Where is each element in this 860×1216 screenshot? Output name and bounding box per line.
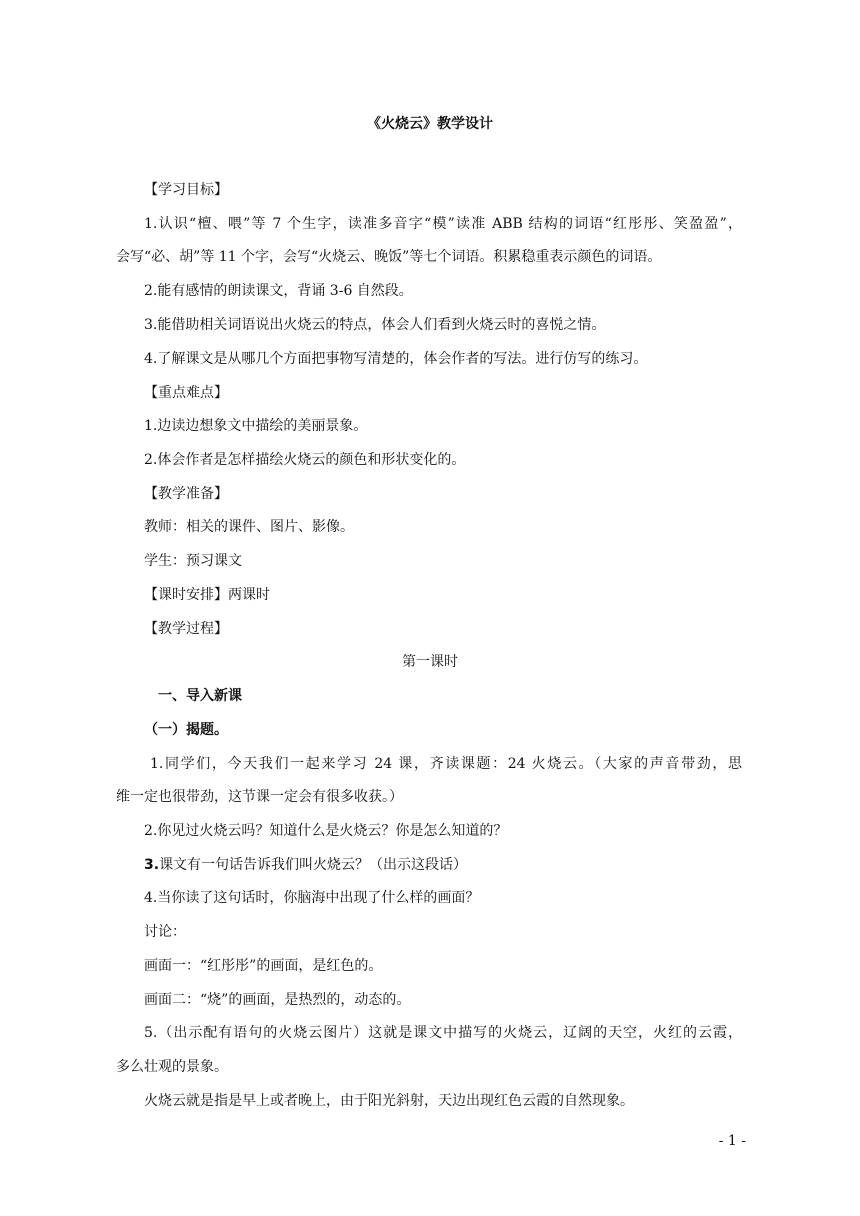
paragraph-6: 火烧云就是指是早上或者晚上，由于阳光斜射，天边出现红色云霞的自然现象。 xyxy=(144,1093,634,1109)
paragraph-3-text: 课文有一句话告诉我们叫火烧云？（出示这段话） xyxy=(159,857,468,873)
key-point-1: 1.边读边想象文中描绘的美丽景象。 xyxy=(144,418,368,434)
objective-2: 2.能有感情的朗读课文，背诵 3-6 自然段。 xyxy=(144,283,413,299)
preparation-heading: 【教学准备】 xyxy=(144,486,228,502)
paragraph-4: 4.当你读了这句话时，你脑海中出现了什么样的画面？ xyxy=(144,890,480,906)
objectives-heading: 【学习目标】 xyxy=(144,182,228,198)
scene-2: 画面二：“烧”的画面，是热烈的，动态的。 xyxy=(144,992,411,1008)
paragraph-1-line-1: 1.同学们，今天我们一起来学习 24 课，齐读课题：24 火烧云。（大家的声音带劲，思 xyxy=(150,756,742,772)
scene-1: 画面一：“红彤彤”的画面，是红色的。 xyxy=(144,958,383,974)
objective-1-line-1: 1.认识“檀、喂”等 7 个生字，读准多音字“模”读准 ABB 结构的词语“红彤彤、笑盈盈”， xyxy=(144,216,742,232)
subsection-1-heading: （一）揭题。 xyxy=(144,722,228,738)
paragraph-5-line-2: 多么壮观的景象。 xyxy=(116,1059,228,1075)
key-point-2: 2.体会作者是怎样描绘火烧云的颜色和形状变化的。 xyxy=(144,452,466,468)
process-heading: 【教学过程】 xyxy=(144,621,228,637)
paragraph-3 xyxy=(144,855,467,875)
section-1-heading: 一、导入新课 xyxy=(158,688,242,704)
paragraph-3-number: 3. xyxy=(144,857,160,873)
document-title: 《火烧云》教学设计 xyxy=(367,116,493,132)
objective-3: 3.能借助相关词语说出火烧云的特点，体会人们看到火烧云时的喜悦之情。 xyxy=(144,317,606,333)
key-points-heading: 【重点难点】 xyxy=(144,385,228,401)
lesson-title: 第一课时 xyxy=(402,654,458,670)
schedule-line: 【课时安排】两课时 xyxy=(144,587,270,603)
preparation-student: 学生：预习课文 xyxy=(144,553,242,569)
paragraph-1-line-2: 维一定也很带劲，这节课一定会有很多收获。） xyxy=(116,789,403,805)
paragraph-5-line-1: 5.（出示配有语句的火烧云图片）这就是课文中描写的火烧云，辽阔的天空，火红的云霞， xyxy=(144,1025,742,1041)
preparation-teacher: 教师：相关的课件、图片、影像。 xyxy=(144,519,354,535)
objective-1-line-2: 会写“必、胡”等 11 个字，会写“火烧云、晚饭”等七个词语。积累稳重表示颜色的词语。 xyxy=(116,249,662,265)
page-number: - 1 - xyxy=(718,1133,746,1149)
discussion-label: 讨论： xyxy=(144,924,186,940)
objective-4: 4.了解课文是从哪几个方面把事物写清楚的，体会作者的写法。进行仿写的练习。 xyxy=(144,351,648,367)
paragraph-2: 2.你见过火烧云吗？知道什么是火烧云？你是怎么知道的？ xyxy=(144,823,508,839)
